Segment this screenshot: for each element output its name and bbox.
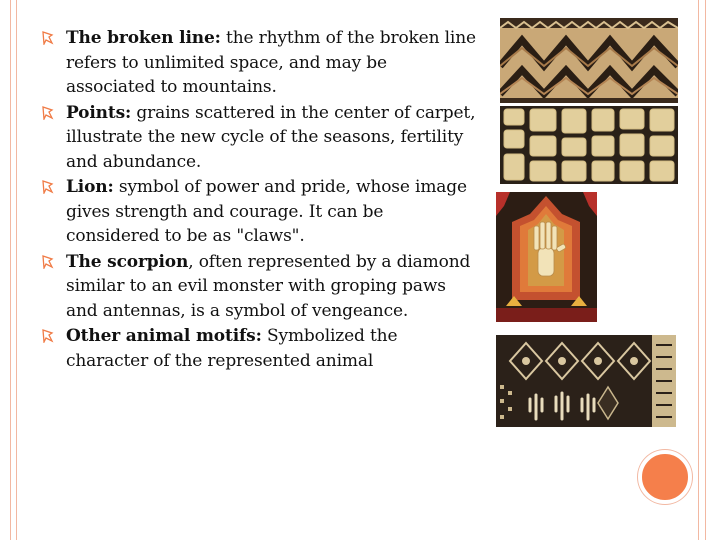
- bullet-broken-line: [40, 26, 480, 100]
- decorative-circle: [638, 450, 692, 504]
- bullet-text: grains scattered in the center of carpet, illustrate the new cycle of the seasons, fertility and abundance.: [66, 102, 476, 172]
- frame-line-right-outer: [705, 0, 706, 540]
- bullet-term: Other animal motifs:: [66, 326, 262, 346]
- carpet-image-lion: [496, 192, 597, 322]
- bullet-scorpion: [40, 250, 480, 324]
- dingbat-bullet-icon: [40, 31, 54, 45]
- bullet-term: The scorpion: [66, 251, 189, 272]
- bullet-text: , often represented by a diamond similar to an evil monster with groping paws and antennas, is a symbol of vengeance.: [66, 251, 471, 321]
- dingbat-bullet-icon: [40, 255, 54, 269]
- bullet-points: [40, 101, 480, 175]
- dingbat-bullet-icon: [40, 180, 54, 194]
- dingbat-bullet-icon: [40, 329, 54, 343]
- bullet-text: the rhythm of the broken line refers to unlimited space, and may be associated to mountains.: [66, 28, 476, 97]
- carpet-image-scorpion: [496, 335, 676, 427]
- carpet-image-broken-line: [500, 18, 678, 103]
- bullet-term: The broken line:: [66, 28, 221, 48]
- bullet-term: Lion:: [66, 177, 114, 197]
- bullet-term: Points:: [66, 102, 132, 123]
- carpet-image-points: [500, 106, 678, 184]
- bullet-other-animals: [40, 324, 480, 373]
- bullet-lion: [40, 175, 480, 249]
- frame-line-left-outer: [10, 0, 11, 540]
- bullet-list: [40, 26, 480, 374]
- bullet-text: symbol of power and pride, whose image gives strength and courage. It can be considered to be as "claws".: [66, 177, 467, 246]
- frame-line-right-inner: [698, 0, 699, 540]
- bullet-text: Symbolized the character of the represented animal: [66, 326, 398, 371]
- dingbat-bullet-icon: [40, 106, 54, 120]
- frame-line-left-inner: [16, 0, 17, 540]
